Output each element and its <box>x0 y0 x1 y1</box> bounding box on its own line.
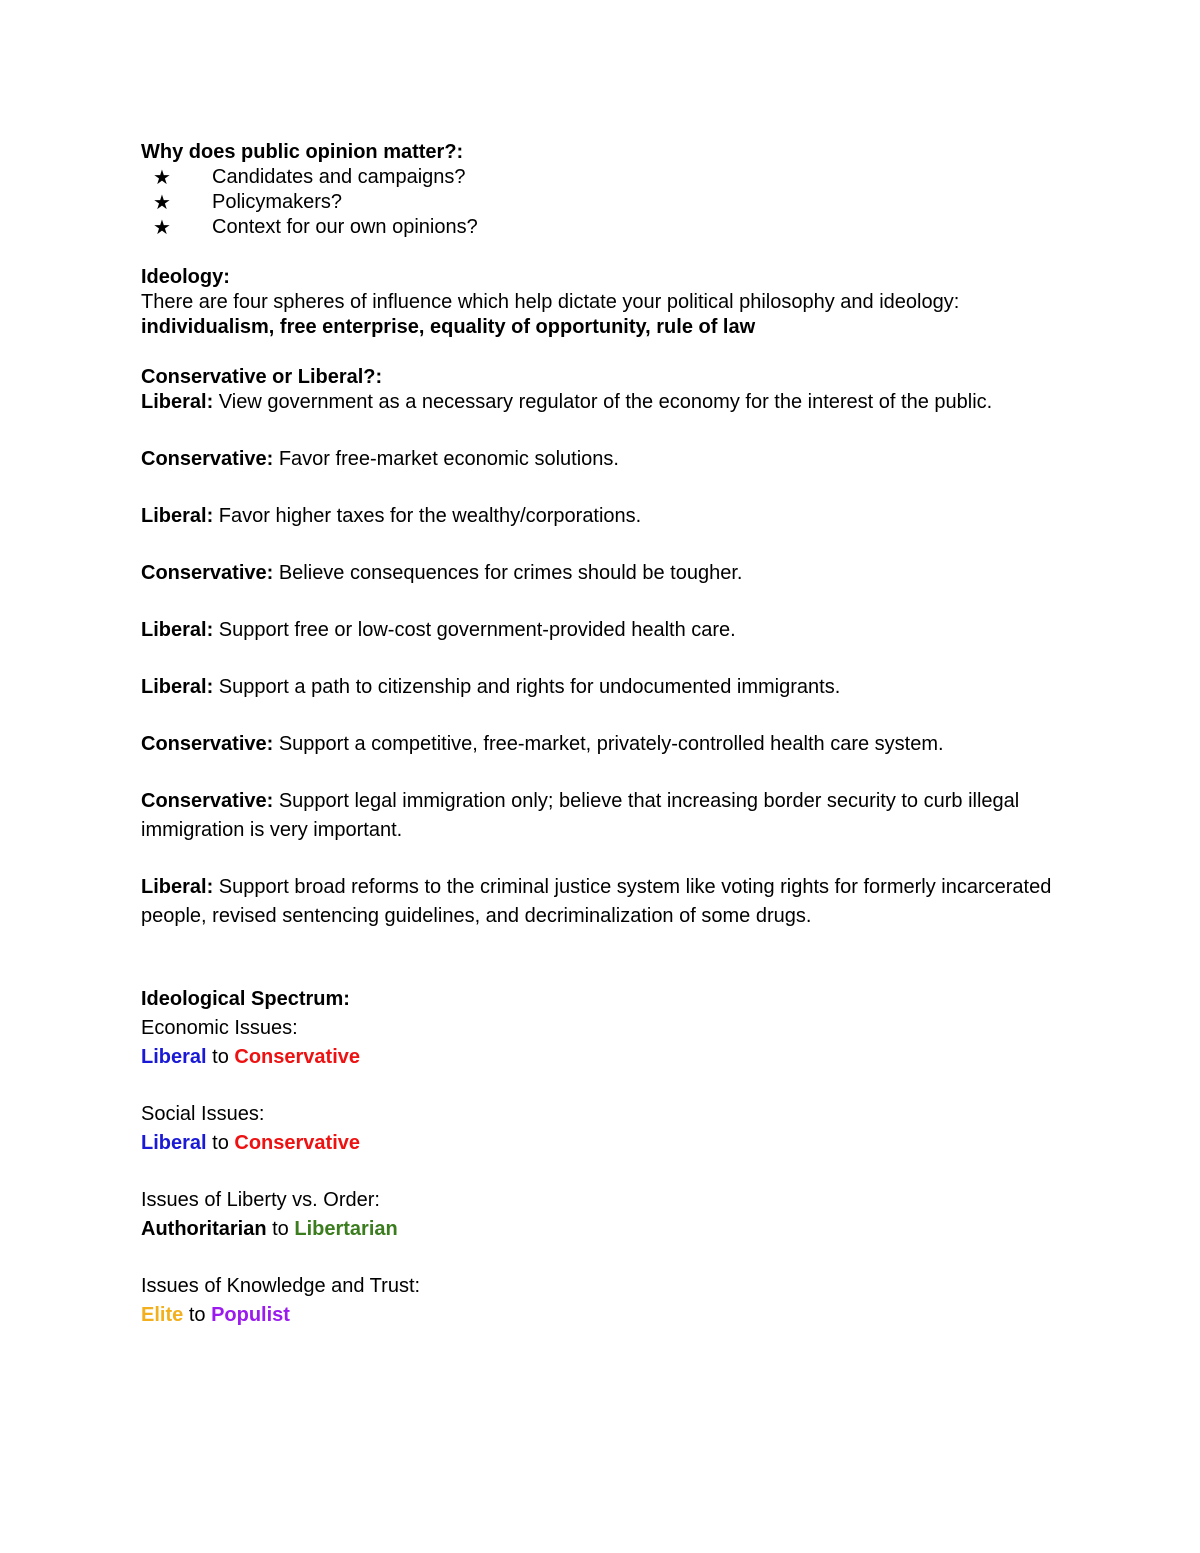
entry-label: Conservative: <box>141 448 274 470</box>
ideology-entries <box>141 388 1081 931</box>
spectrum-range <box>141 1043 1081 1072</box>
spectrum-right: Conservative <box>234 1132 361 1154</box>
star-icon: ★ <box>153 215 171 239</box>
entry-text: Believe consequences for crimes should be tougher. <box>273 562 743 584</box>
spectrum-range <box>141 1301 1081 1330</box>
spectrum-group <box>141 1100 1081 1158</box>
spectrum-connector: to <box>272 1218 289 1240</box>
section-heading-public-opinion: Why does public opinion matter?: <box>141 141 464 163</box>
section-heading-ideology: Ideology: <box>141 266 230 288</box>
ideology-entry <box>141 445 1081 474</box>
ideology-entry <box>141 873 1081 931</box>
section-heading-conservative-or-liberal: Conservative or Liberal?: <box>141 366 383 388</box>
entry-text: Support broad reforms to the criminal justice system like voting rights for formerly incarcerated people, revised sentencing guidelines, and decriminalization of some drugs. <box>141 876 1057 927</box>
section-heading-spectrum: Ideological Spectrum: <box>141 988 350 1010</box>
spectrum-range <box>141 1215 1081 1244</box>
spectrum-range <box>141 1129 1081 1158</box>
spectrum-right: Populist <box>211 1304 290 1326</box>
entry-text: View government as a necessary regulator of the economy for the interest of the public. <box>213 391 993 413</box>
spectrum-title: Issues of Knowledge and Trust: <box>141 1275 421 1297</box>
ideology-entry <box>141 388 1081 417</box>
list-item: ★ Candidates and campaigns? <box>153 165 466 189</box>
spectrum-group <box>141 1272 1081 1330</box>
entry-text: Support a competitive, free-market, privately-controlled health care system. <box>273 733 944 755</box>
spectrum-connector: to <box>188 1304 206 1326</box>
ideology-entry <box>141 502 1081 531</box>
ideology-text: There are four spheres of influence which help dictate your political philosophy and ideology: <box>141 291 960 313</box>
ideology-entry <box>141 559 1081 588</box>
list-item: ★ Context for our own opinions? <box>153 215 478 239</box>
entry-label: Conservative: <box>141 733 274 755</box>
entry-text: Support a path to citizenship and rights for undocumented immigrants. <box>213 676 841 698</box>
spectrum-group <box>141 1014 1081 1072</box>
spectrum-connector: to <box>212 1046 229 1068</box>
entry-text: Favor free-market economic solutions. <box>273 448 619 470</box>
entry-label: Liberal: <box>141 676 214 698</box>
spectrum-groups <box>141 1014 1081 1330</box>
entry-label: Conservative: <box>141 562 274 584</box>
list-item: ★ Policymakers? <box>153 190 343 214</box>
ideology-entry <box>141 616 1081 645</box>
ideology-entry <box>141 673 1081 702</box>
bullet-list <box>141 165 1081 240</box>
entry-label: Liberal: <box>141 876 214 898</box>
entry-label: Liberal: <box>141 391 214 413</box>
ideology-entry <box>141 787 1081 845</box>
entry-label: Conservative: <box>141 790 274 812</box>
ideology-entry <box>141 730 1081 759</box>
spectrum-left: Liberal <box>141 1132 207 1154</box>
star-icon: ★ <box>153 190 171 214</box>
spectrum-left: Authoritarian <box>141 1218 267 1240</box>
entry-text: Support free or low-cost government-provided health care. <box>213 619 736 641</box>
spectrum-connector: to <box>212 1132 229 1154</box>
spectrum-title: Economic Issues: <box>141 1017 298 1039</box>
spectrum-title: Social Issues: <box>141 1103 265 1125</box>
spectrum-group <box>141 1186 1081 1244</box>
ideology-spheres: individualism, free enterprise, equality of opportunity, rule of law <box>141 316 756 338</box>
entry-text: Favor higher taxes for the wealthy/corporations. <box>213 505 642 527</box>
spectrum-left: Liberal <box>141 1046 207 1068</box>
spectrum-left: Elite <box>141 1304 184 1326</box>
entry-text: Support legal immigration only; believe that increasing border security to curb illegal immigration is very important. <box>141 790 1025 841</box>
document-page <box>141 140 1081 1330</box>
spectrum-right: Libertarian <box>294 1218 398 1240</box>
entry-label: Liberal: <box>141 505 214 527</box>
spectrum-title: Issues of Liberty vs. Order: <box>141 1189 380 1211</box>
entry-label: Liberal: <box>141 619 214 641</box>
star-icon: ★ <box>153 165 171 189</box>
spectrum-right: Conservative <box>234 1046 361 1068</box>
